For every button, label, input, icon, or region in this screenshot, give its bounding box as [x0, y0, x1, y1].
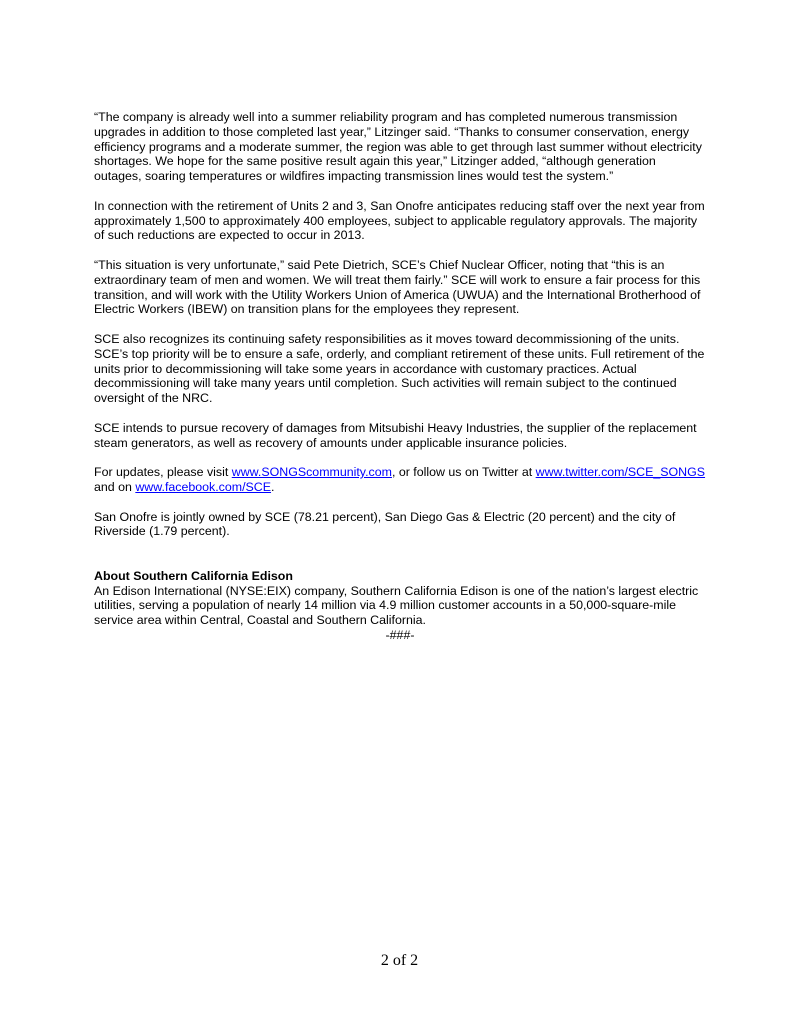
updates-middle: , or follow us on Twitter at: [391, 465, 536, 480]
paragraph-safety-responsibilities: SCE also recognizes its continuing safety responsibilities as it moves toward decommissioning of the units. SCE’s top priority will be to ensure a safe, orderly, and compliant retirement of these units. Full retirement of the units prior to decommissioning will take some years in accordance with customary practices. Actual decommissioning will take many years until completion. Such activities will remain subject to the continued oversight of the NRC.: [94, 331, 705, 406]
songs-community-link[interactable]: www.SONGScommunity.com: [231, 465, 392, 480]
paragraph-damages-recovery: SCE intends to pursue recovery of damages from Mitsubishi Heavy Industries, the supplier of the replacement steam generators, as well as recovery of amounts under applicable insurance policies.: [94, 420, 697, 450]
updates-and-on: and on: [94, 479, 136, 494]
updates-suffix: .: [271, 479, 275, 494]
about-body: An Edison International (NYSE:EIX) company, Southern California Edison is one of the nation’s largest electric utilities, serving a population of nearly 14 million via 4.9 million customer accounts in a 50,000-square-mile service area within Central, Coastal and Southern California.: [94, 583, 699, 628]
twitter-link[interactable]: www.twitter.com/SCE_SONGS: [535, 465, 706, 480]
paragraph-dietrich-quote: “This situation is very unfortunate,” said Pete Dietrich, SCE’s Chief Nuclear Officer, noting that “this is an extraordinary team of men and women. We will treat them fairly.” SCE will work to ensure a fair process for this transition, and will work with the Utility Workers Union of America (UWUA) and the International Brotherhood of Electric Workers (IBEW) on transition plans for the employees they represent.: [94, 257, 701, 317]
end-mark: -###-: [385, 627, 415, 642]
document-body: [94, 110, 706, 643]
paragraph-litzinger-quote: “The company is already well into a summer reliability program and has completed numerous transmission upgrades in addition to those completed last year,” Litzinger said. “Thanks to consumer conservation, energy efficiency programs and a moderate summer, the region was able to get through last summer without electricity shortages. We hope for the same positive result again this year,” Litzinger added, “although generation outages, soaring temperatures or wildfires impacting transmission lines would test the system.”: [94, 110, 702, 184]
facebook-link[interactable]: www.facebook.com/SCE: [135, 479, 272, 494]
paragraph-staff-reduction: In connection with the retirement of Units 2 and 3, San Onofre anticipates reducing staff over the next year from approximately 1,500 to approximately 400 employees, subject to applicable regulatory approvals. The majority of such reductions are expected to occur in 2013.: [94, 198, 705, 243]
about-heading: About Southern California Edison: [94, 568, 293, 583]
updates-prefix: For updates, please visit: [94, 465, 232, 480]
section-spacer: [94, 554, 706, 569]
paragraph-updates: [94, 465, 706, 495]
paragraph-ownership: San Onofre is jointly owned by SCE (78.21 percent), San Diego Gas & Electric (20 percent) and the city of Riverside (1.79 percent).: [94, 509, 676, 539]
page-number: 2 of 2: [380, 952, 419, 969]
